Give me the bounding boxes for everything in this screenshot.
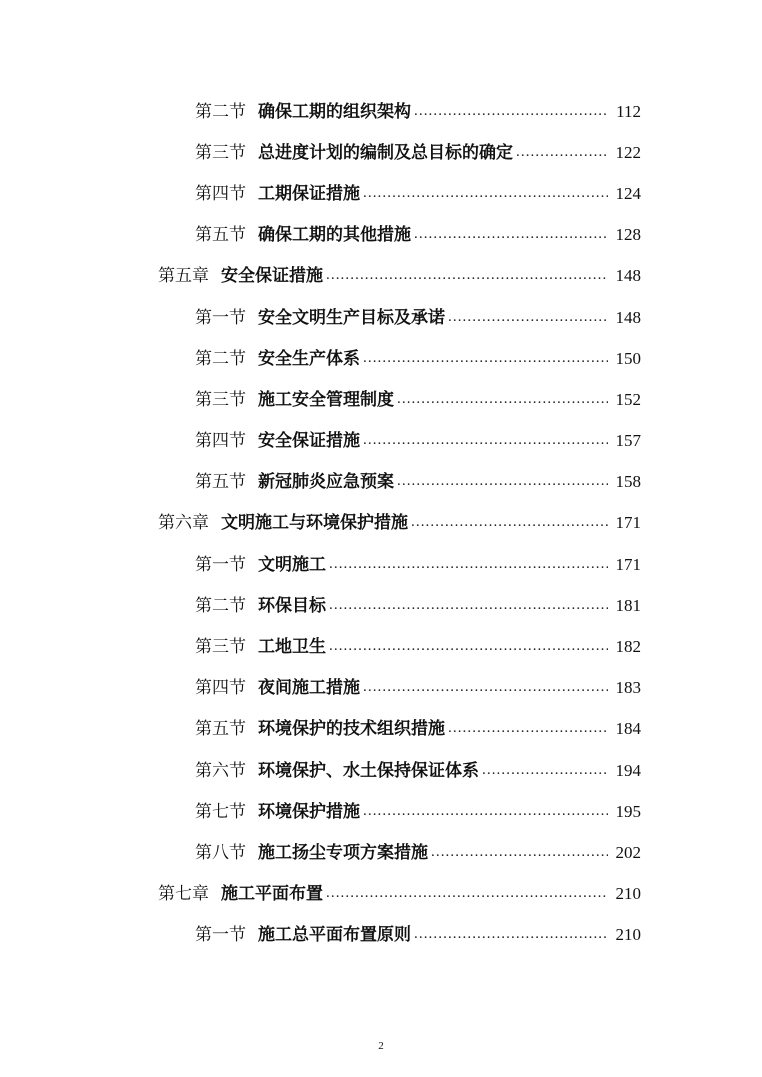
dot-leader bbox=[414, 925, 608, 945]
toc-section-entry[interactable] bbox=[0, 338, 762, 379]
toc-section-entry[interactable] bbox=[0, 709, 762, 750]
toc-entry-title: 文明施工与环境保护措施 bbox=[221, 513, 408, 534]
toc-entry-prefix: 第一节 bbox=[195, 307, 246, 328]
toc-section-entry[interactable] bbox=[0, 544, 762, 585]
toc-entry-title: 施工安全管理制度 bbox=[258, 389, 394, 410]
table-of-contents bbox=[0, 91, 762, 956]
toc-entry-page-number: 128 bbox=[615, 225, 641, 245]
toc-section-entry[interactable] bbox=[0, 832, 762, 873]
toc-section-entry[interactable] bbox=[0, 173, 762, 214]
toc-entry-page-number: 150 bbox=[615, 348, 641, 368]
toc-entry-prefix: 第五章 bbox=[158, 266, 209, 287]
toc-entry-title: 工地卫生 bbox=[258, 637, 326, 658]
dot-leader bbox=[363, 802, 608, 822]
dot-leader bbox=[414, 102, 608, 122]
toc-section-entry[interactable] bbox=[0, 132, 762, 173]
toc-entry-title: 确保工期的组织架构 bbox=[258, 101, 411, 122]
dot-leader bbox=[326, 884, 608, 904]
dot-leader bbox=[516, 143, 608, 163]
toc-entry-page-number: 184 bbox=[615, 719, 641, 739]
toc-entry-page-number: 171 bbox=[615, 554, 641, 574]
toc-entry-prefix: 第四节 bbox=[195, 183, 246, 204]
toc-entry-page-number: 152 bbox=[615, 389, 641, 409]
toc-entry-prefix: 第七节 bbox=[195, 801, 246, 822]
toc-entry-title: 安全保证措施 bbox=[221, 266, 323, 287]
dot-leader bbox=[411, 513, 608, 533]
toc-entry-title: 确保工期的其他措施 bbox=[258, 225, 411, 246]
toc-section-entry[interactable] bbox=[0, 915, 762, 956]
toc-entry-page-number: 183 bbox=[615, 678, 641, 698]
toc-section-entry[interactable] bbox=[0, 421, 762, 462]
toc-entry-title: 环保目标 bbox=[258, 595, 326, 616]
toc-section-entry[interactable] bbox=[0, 668, 762, 709]
toc-entry-prefix: 第五节 bbox=[195, 472, 246, 493]
toc-entry-title: 环境保护的技术组织措施 bbox=[258, 719, 445, 740]
toc-entry-page-number: 210 bbox=[615, 925, 641, 945]
toc-chapter-entry[interactable] bbox=[0, 874, 762, 915]
toc-entry-title: 工期保证措施 bbox=[258, 183, 360, 204]
toc-entry-prefix: 第四节 bbox=[195, 431, 246, 452]
toc-entry-title: 夜间施工措施 bbox=[258, 678, 360, 699]
toc-entry-prefix: 第一节 bbox=[195, 925, 246, 946]
toc-entry-prefix: 第三节 bbox=[195, 637, 246, 658]
toc-entry-page-number: 195 bbox=[615, 801, 641, 821]
toc-entry-page-number: 210 bbox=[615, 884, 641, 904]
dot-leader bbox=[482, 761, 608, 781]
toc-section-entry[interactable] bbox=[0, 91, 762, 132]
toc-entry-prefix: 第三节 bbox=[195, 389, 246, 410]
dot-leader bbox=[431, 843, 608, 863]
toc-entry-title: 环境保护、水土保持保证体系 bbox=[258, 760, 479, 781]
toc-entry-prefix: 第一节 bbox=[195, 554, 246, 575]
dot-leader bbox=[448, 719, 608, 739]
toc-entry-title: 施工扬尘专项方案措施 bbox=[258, 842, 428, 863]
toc-entry-prefix: 第八节 bbox=[195, 842, 246, 863]
dot-leader bbox=[448, 308, 608, 328]
toc-entry-page-number: 122 bbox=[615, 142, 641, 162]
toc-entry-prefix: 第六章 bbox=[158, 513, 209, 534]
toc-entry-page-number: 194 bbox=[615, 760, 641, 780]
toc-entry-prefix: 第四节 bbox=[195, 678, 246, 699]
toc-section-entry[interactable] bbox=[0, 297, 762, 338]
toc-entry-page-number: 157 bbox=[615, 431, 641, 451]
toc-entry-page-number: 148 bbox=[615, 307, 641, 327]
toc-section-entry[interactable] bbox=[0, 750, 762, 791]
dot-leader bbox=[363, 678, 608, 698]
toc-entry-title: 总进度计划的编制及总目标的确定 bbox=[258, 142, 513, 163]
toc-entry-page-number: 148 bbox=[615, 266, 641, 286]
toc-entry-page-number: 112 bbox=[616, 101, 641, 121]
toc-entry-title: 安全保证措施 bbox=[258, 431, 360, 452]
toc-chapter-entry[interactable] bbox=[0, 256, 762, 297]
dot-leader bbox=[329, 596, 608, 616]
toc-entry-prefix: 第二节 bbox=[195, 101, 246, 122]
dot-leader bbox=[329, 555, 608, 575]
toc-entry-prefix: 第六节 bbox=[195, 760, 246, 781]
toc-section-entry[interactable] bbox=[0, 379, 762, 420]
dot-leader bbox=[329, 637, 608, 657]
toc-entry-page-number: 202 bbox=[615, 842, 641, 862]
toc-entry-page-number: 181 bbox=[615, 595, 641, 615]
toc-entry-title: 施工平面布置 bbox=[221, 884, 323, 905]
toc-entry-title: 安全生产体系 bbox=[258, 348, 360, 369]
toc-section-entry[interactable] bbox=[0, 791, 762, 832]
toc-entry-title: 施工总平面布置原则 bbox=[258, 925, 411, 946]
toc-entry-prefix: 第三节 bbox=[195, 142, 246, 163]
toc-entry-page-number: 171 bbox=[615, 513, 641, 533]
toc-entry-prefix: 第五节 bbox=[195, 225, 246, 246]
page-number: 2 bbox=[378, 1040, 384, 1052]
dot-leader bbox=[414, 225, 608, 245]
toc-section-entry[interactable] bbox=[0, 215, 762, 256]
toc-entry-prefix: 第二节 bbox=[195, 348, 246, 369]
toc-section-entry[interactable] bbox=[0, 626, 762, 667]
toc-entry-page-number: 158 bbox=[615, 472, 641, 492]
toc-entry-page-number: 124 bbox=[615, 183, 641, 203]
toc-entry-prefix: 第七章 bbox=[158, 884, 209, 905]
dot-leader bbox=[363, 431, 608, 451]
toc-section-entry[interactable] bbox=[0, 585, 762, 626]
toc-section-entry[interactable] bbox=[0, 462, 762, 503]
dot-leader bbox=[397, 472, 608, 492]
toc-chapter-entry[interactable] bbox=[0, 503, 762, 544]
toc-entry-prefix: 第五节 bbox=[195, 719, 246, 740]
dot-leader bbox=[397, 390, 608, 410]
dot-leader bbox=[363, 349, 608, 369]
toc-entry-title: 新冠肺炎应急预案 bbox=[258, 472, 394, 493]
dot-leader bbox=[326, 266, 608, 286]
toc-entry-title: 文明施工 bbox=[258, 554, 326, 575]
toc-entry-prefix: 第二节 bbox=[195, 595, 246, 616]
toc-entry-title: 安全文明生产目标及承诺 bbox=[258, 307, 445, 328]
toc-entry-title: 环境保护措施 bbox=[258, 801, 360, 822]
toc-entry-page-number: 182 bbox=[615, 637, 641, 657]
dot-leader bbox=[363, 184, 608, 204]
